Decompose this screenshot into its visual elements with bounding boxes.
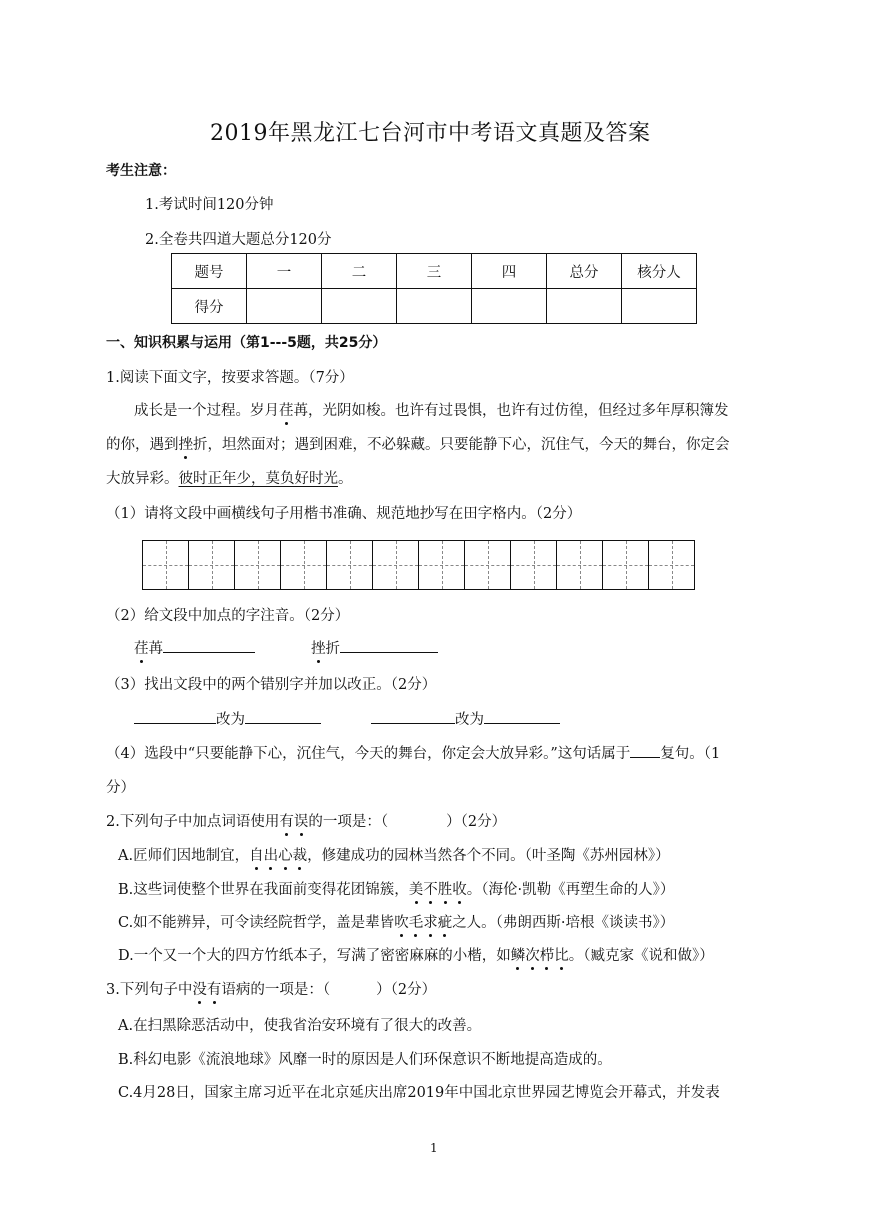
tianzige-cell[interactable]: [556, 540, 603, 590]
option-text: 。（臧克家《说和做》）: [568, 948, 714, 964]
passage-line-2: [106, 433, 730, 454]
answer-blank[interactable]: [245, 709, 321, 724]
dotted-char: 荏: [134, 637, 149, 658]
question-2-stem: [106, 810, 506, 831]
option-text: 之人。（弗朗西斯·培根《谈读书》）: [452, 915, 675, 931]
score-table-header: 总分: [547, 254, 622, 289]
dotted-char: 收: [452, 878, 467, 899]
passage-text: 大放异彩。: [106, 471, 179, 487]
option-text: 。（海伦·凯勒《再塑生命的人》）: [466, 882, 675, 898]
dotted-char: 有: [207, 978, 222, 999]
option-2a[interactable]: [118, 844, 670, 865]
answer-blank[interactable]: [340, 638, 438, 653]
dotted-char: 有: [279, 810, 294, 831]
option-text: D.一个又一个大的四方竹纸本子，写满了密密麻麻的小楷，如: [118, 948, 511, 964]
answer-blank[interactable]: [163, 638, 255, 653]
question-text: ）（2分）: [446, 814, 507, 830]
score-table-header: 题号: [172, 254, 247, 289]
page-title: 2019年黑龙江七台河市中考语文真题及答案: [210, 121, 651, 146]
score-cell[interactable]: [322, 289, 397, 324]
question-text: （4）选段中“只要能静下心，沉住气，今天的舞台，你定会大放异彩。”这句话属于: [106, 746, 631, 762]
answer-blank[interactable]: [484, 709, 560, 724]
answer-blank[interactable]: [630, 743, 660, 758]
passage-text: 折，坦然面对；遇到困难，不必躲藏。只要能静下心，沉住气，今天的舞台，你定会: [193, 437, 730, 453]
dotted-char: 吹: [394, 911, 409, 932]
pinyin-item-1: [134, 637, 255, 658]
question-text: 的一项是：（: [308, 814, 389, 830]
dotted-char: 自: [249, 844, 264, 865]
section-heading: 一、知识积累与运用（第1---5题，共25分）: [106, 335, 387, 351]
passage-text: 。: [338, 471, 353, 487]
dotted-char: 求: [423, 911, 438, 932]
question-1-stem: 1.阅读下面文字，按要求答题。（7分）: [106, 370, 354, 386]
correction-item-1: [134, 708, 321, 729]
notice-item-time: 1.考试时间120分钟: [145, 197, 274, 213]
dotted-char: 疵: [438, 911, 453, 932]
score-cell[interactable]: [247, 289, 322, 324]
dotted-char: 没: [192, 978, 207, 999]
subquestion-1: （1）请将文段中画横线句子用楷书准确、规范地抄写在田字格内。（2分）: [106, 506, 582, 522]
dotted-char: 美: [409, 878, 424, 899]
score-table-header: 核分人: [622, 254, 697, 289]
tianzige-cell[interactable]: [418, 540, 465, 590]
change-label: 改为: [216, 712, 245, 728]
dotted-char: 出: [264, 844, 279, 865]
option-2d[interactable]: [118, 944, 714, 965]
score-table-header: 三: [397, 254, 472, 289]
notice-heading: 考生注意：: [106, 163, 176, 179]
dotted-char: 挫: [311, 637, 326, 658]
dotted-char: 毛: [409, 911, 424, 932]
question-text: 语病的一项是：（: [221, 982, 331, 998]
question-text: 3.下列句子中: [106, 982, 193, 998]
tianzige-cell[interactable]: [602, 540, 649, 590]
passage-text: 苒，光阴如梭。也许有过畏惧，也许有过仿徨，但经过多年厚积簿发: [293, 403, 729, 419]
answer-blank[interactable]: [134, 709, 216, 724]
dotted-char: 次: [525, 944, 540, 965]
subquestion-4: [106, 742, 720, 763]
dotted-char: 不: [423, 878, 438, 899]
change-label: 改为: [455, 712, 484, 728]
score-table-header: 二: [322, 254, 397, 289]
dotted-char: 栉: [540, 944, 555, 965]
score-table: [171, 253, 697, 324]
score-cell[interactable]: [397, 289, 472, 324]
question-text: 2.下列句子中加点词语使用: [106, 814, 280, 830]
dotted-char: 比: [554, 944, 569, 965]
dotted-char: 鳞: [511, 944, 526, 965]
score-table-header: 四: [472, 254, 547, 289]
score-table-row-label: 得分: [172, 289, 247, 324]
tianzige-cell[interactable]: [372, 540, 419, 590]
subquestion-4-cont: 分）: [106, 780, 135, 796]
notice-item-score: 2.全卷共四道大题总分120分: [145, 232, 332, 248]
subquestion-2: （2）给文段中加点的字注音。（2分）: [106, 608, 350, 624]
option-text: B.这些词使整个世界在我面前变得花团锦簇，: [118, 882, 409, 898]
option-3b[interactable]: B.科幻电影《流浪地球》风靡一时的原因是人们环保意识不断地提高造成的。: [118, 1052, 612, 1068]
score-cell[interactable]: [472, 289, 547, 324]
dotted-char: 误: [294, 810, 309, 831]
tianzige-cell[interactable]: [280, 540, 327, 590]
question-text: ）（2分）: [376, 982, 437, 998]
pinyin-item-2: [311, 637, 438, 658]
option-3c[interactable]: C.4月28日，国家主席习近平在北京延庆出席2019年中国北京世界园艺博览会开幕式，并发表: [118, 1085, 720, 1101]
tianzige-cell[interactable]: [188, 540, 235, 590]
question-3-stem: [106, 978, 436, 999]
subquestion-3: （3）找出文段中的两个错别字并加以改正。（2分）: [106, 677, 437, 693]
score-cell[interactable]: [622, 289, 697, 324]
option-3a[interactable]: A.在扫黑除恶活动中，使我省治安环境有了很大的改善。: [118, 1018, 482, 1034]
dotted-char: 胜: [438, 878, 453, 899]
tianzige-cell[interactable]: [142, 540, 189, 590]
pinyin-word: 苒: [148, 641, 163, 657]
tianzige-cell[interactable]: [510, 540, 557, 590]
tianzige-cell[interactable]: [648, 540, 695, 590]
passage-text: 的你，遇到: [106, 437, 179, 453]
option-text: C.如不能辨异，可令读经院哲学，盖是辈皆: [118, 915, 395, 931]
score-cell[interactable]: [547, 289, 622, 324]
dotted-char: 心: [278, 844, 293, 865]
passage-line-3: [106, 467, 353, 488]
option-text: ，修建成功的园林当然各个不同。（叶圣陶《苏州园林》）: [307, 848, 670, 864]
dotted-char: 荏: [279, 399, 294, 420]
tianzige-grid[interactable]: [143, 540, 695, 590]
passage-text: 成长是一个过程。岁月: [134, 403, 279, 419]
tianzige-cell[interactable]: [326, 540, 373, 590]
score-table-header-row: [172, 254, 697, 289]
page-number: 1: [430, 1141, 438, 1155]
score-table-header: 一: [247, 254, 322, 289]
tianzige-cell[interactable]: [464, 540, 511, 590]
pinyin-word: 折: [325, 641, 340, 657]
underlined-sentence: 彼时正年少，莫负好时光: [178, 471, 338, 487]
correction-item-2: [371, 708, 560, 729]
dotted-char: 裁: [293, 844, 308, 865]
option-2b[interactable]: [118, 878, 674, 899]
option-text: A.匠师们因地制宜，: [118, 848, 250, 864]
dotted-char: 挫: [179, 433, 194, 454]
answer-blank[interactable]: [371, 709, 455, 724]
question-text: 复句。（1: [660, 746, 721, 762]
option-2c[interactable]: [118, 911, 674, 932]
tianzige-cell[interactable]: [234, 540, 281, 590]
score-table-row: [172, 289, 697, 324]
passage-line-1: [134, 399, 729, 420]
